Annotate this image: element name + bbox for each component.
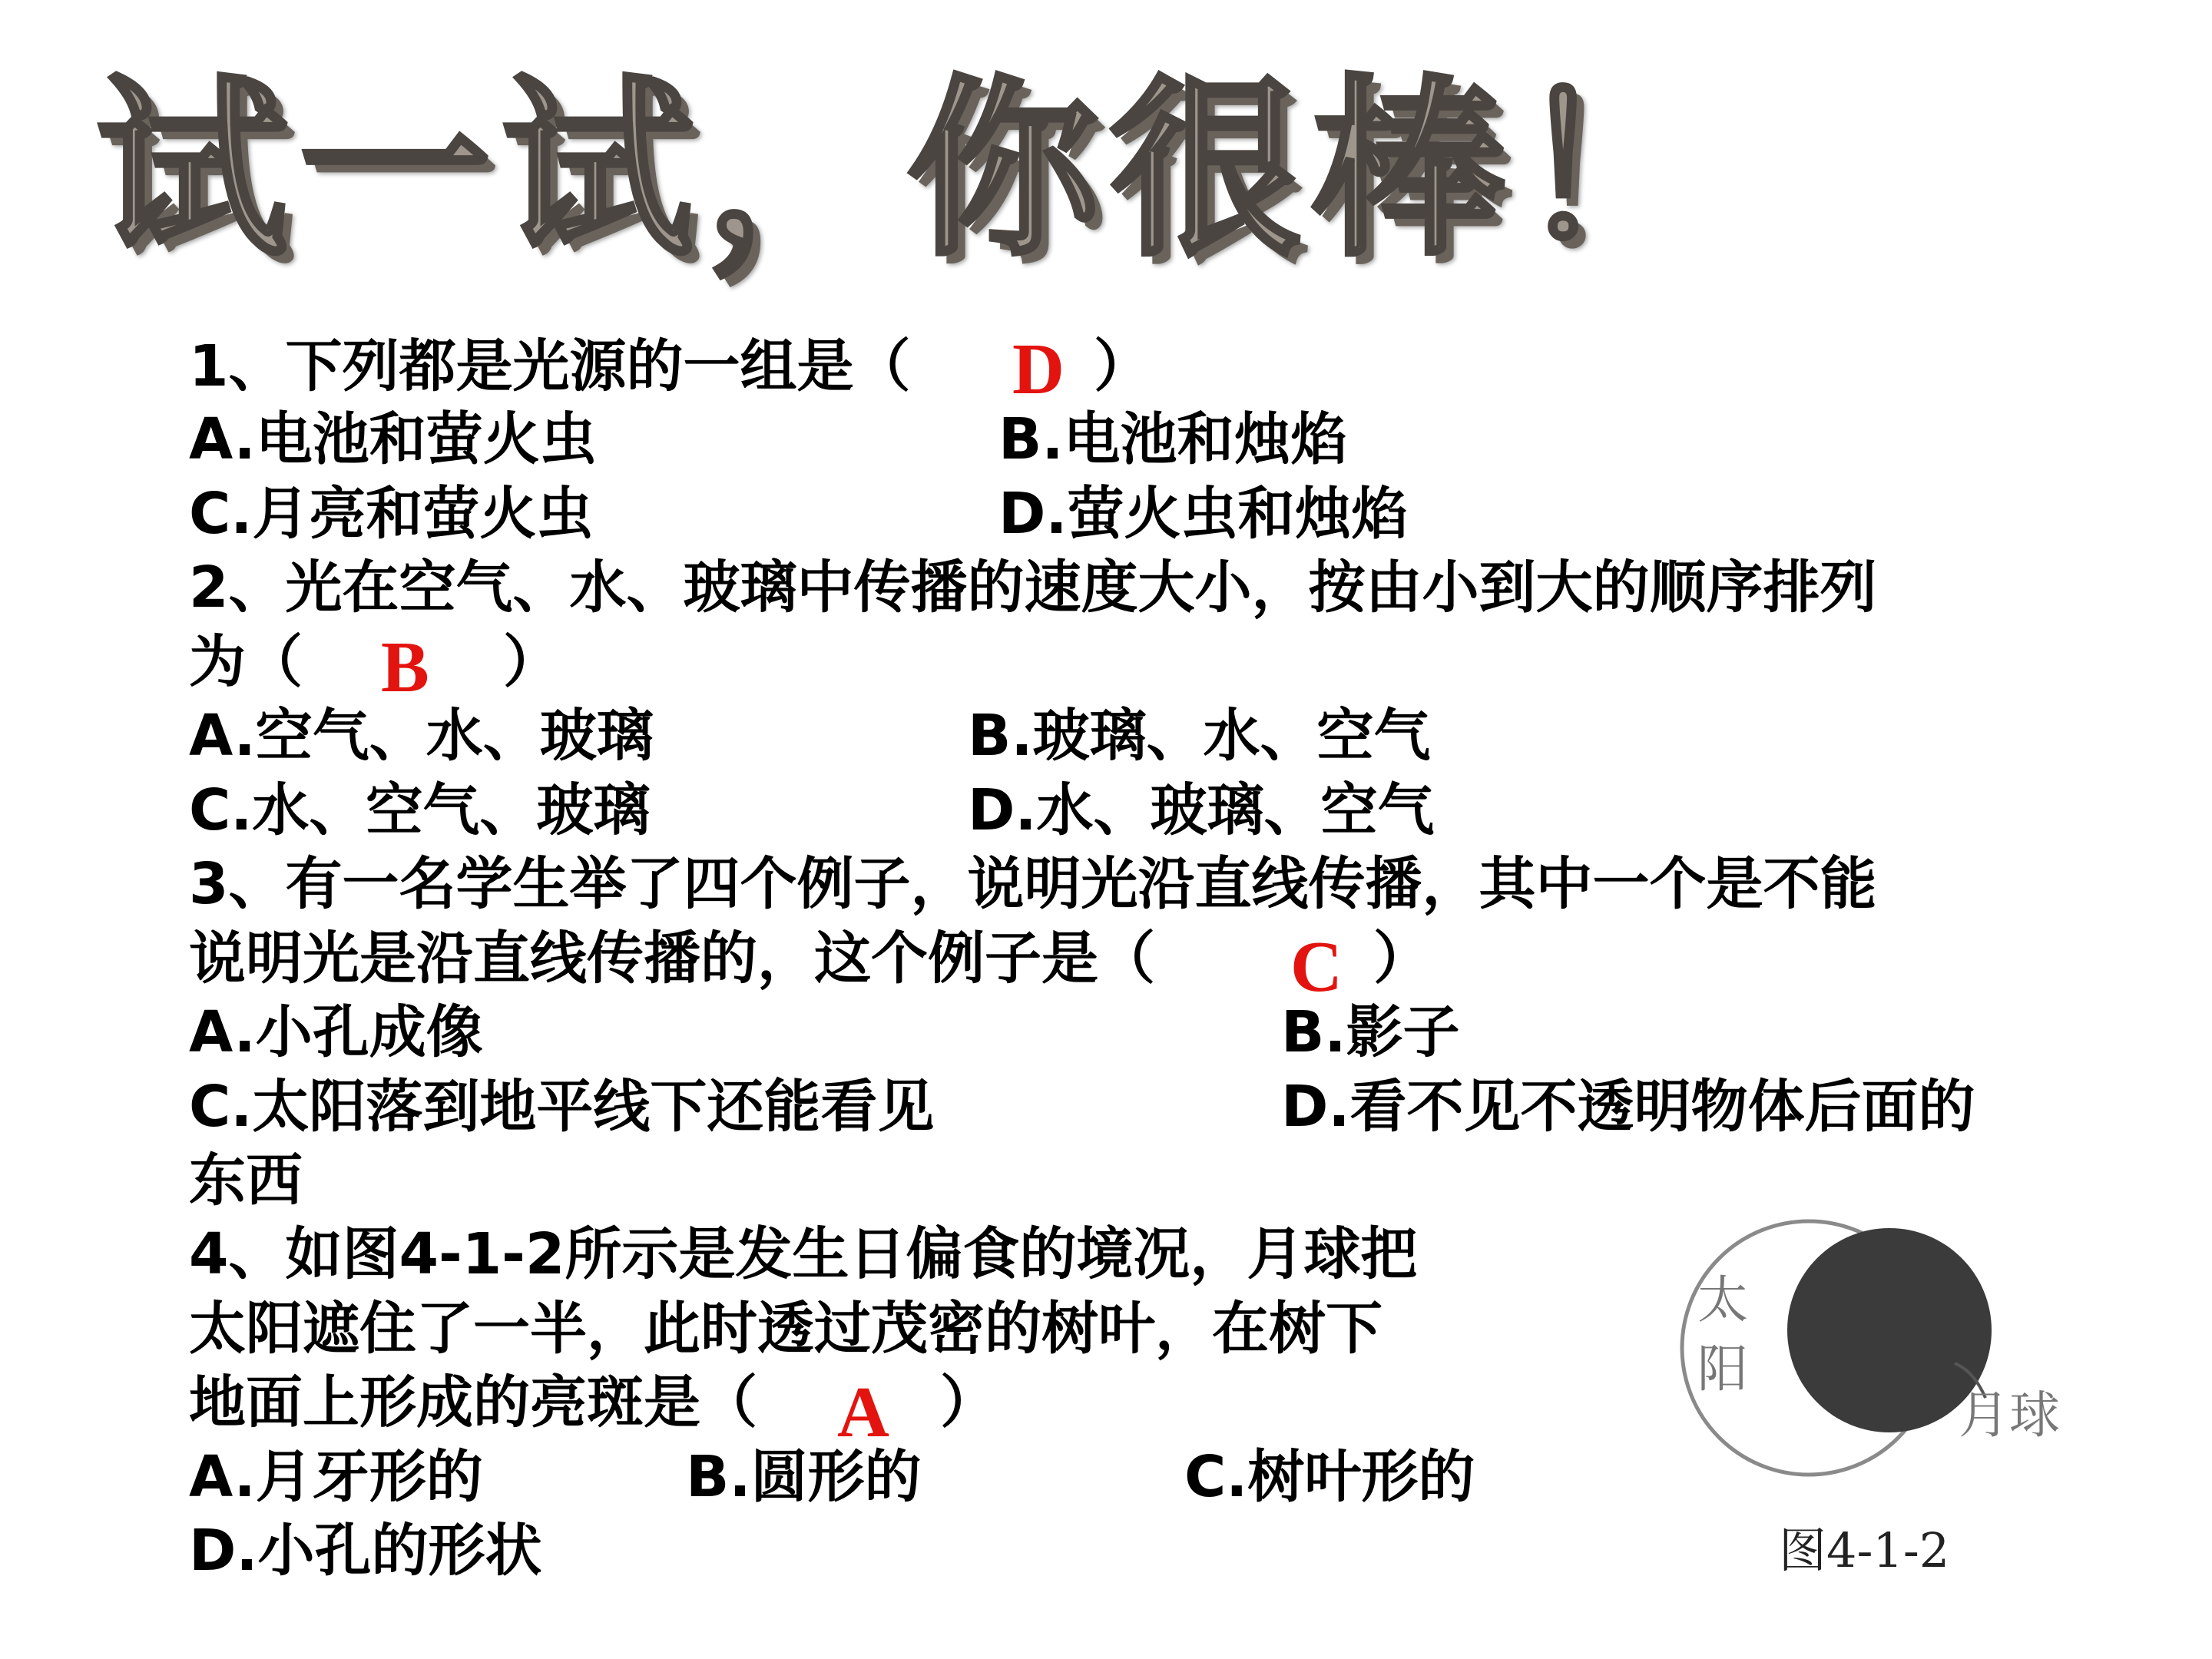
question-4-option-b: B.圆形的 [686, 1444, 922, 1510]
question-1-option-a: A.电池和萤火虫 [189, 406, 597, 472]
question-2-stem-close: ） [503, 629, 560, 695]
question-1-option-c: C.月亮和萤火虫 [189, 481, 594, 547]
question-4-stem-line-3: 地面上形成的亮斑是（ [189, 1369, 757, 1435]
question-4-answer: A [837, 1373, 889, 1452]
question-4-stem-line-2: 太阳遮住了一半，此时透过茂密的树叶，在树下 [189, 1296, 1382, 1362]
question-3-option-c: C.太阳落到地平线下还能看见 [189, 1074, 935, 1140]
question-4-option-a: A.月牙形的 [189, 1444, 483, 1510]
moon-label: 月球 [1959, 1386, 2060, 1445]
question-4-stem-line-1: 4、如图4-1-2所示是发生日偏食的境况，月球把 [189, 1221, 1418, 1287]
question-3-stem-line-1: 3、有一名学生举了四个例子，说明光沿直线传播，其中一个是不能 [189, 851, 1877, 917]
question-4-stem-close: ） [940, 1369, 997, 1435]
question-1-stem-close: ） [1094, 333, 1151, 399]
question-3-option-d-cont: 东西 [189, 1147, 303, 1214]
question-2-option-b: B.玻璃、水、空气 [968, 703, 1431, 769]
question-1-answer: D [1012, 329, 1065, 409]
question-1-option-d: D.萤火虫和烛焰 [998, 481, 1409, 547]
question-2-option-d: D.水、玻璃、空气 [968, 777, 1435, 843]
question-3-stem-line-2: 说明光是沿直线传播的，这个例子是（ [189, 926, 1155, 992]
question-1-stem [189, 333, 911, 399]
question-2-option-c: C.水、空气、玻璃 [189, 777, 651, 843]
question-4-option-d: D.小孔的形状 [189, 1518, 542, 1584]
question-1-option-b: B.电池和烛焰 [998, 406, 1348, 472]
question-3-answer: C [1290, 927, 1343, 1007]
question-3-option-d: D.看不见不透明物体后面的 [1281, 1074, 1975, 1140]
question-1-stem-open: 1、下列都是光源的一组是（ [189, 333, 911, 399]
sun-label-bottom: 阳 [1697, 1339, 1748, 1399]
sun-label-top: 太 [1697, 1270, 1748, 1330]
question-2-option-a: A.空气、水、玻璃 [189, 703, 654, 769]
question-3-option-b: B.影子 [1281, 999, 1460, 1065]
question-2-answer: B [381, 628, 429, 707]
question-4-option-c: C.树叶形的 [1184, 1444, 1475, 1510]
question-3-stem-close: ） [1373, 926, 1430, 992]
question-2-stem-line-2: 为（ [189, 629, 303, 695]
question-3-option-a: A.小孔成像 [189, 999, 483, 1065]
figure-caption: 图4-1-2 [1779, 1522, 1950, 1578]
page-title: 试一试，你很棒！ [96, 56, 1718, 282]
question-2-stem-line-1: 2、光在空气、水、玻璃中传播的速度大小，按由小到大的顺序排列 [189, 555, 1877, 621]
